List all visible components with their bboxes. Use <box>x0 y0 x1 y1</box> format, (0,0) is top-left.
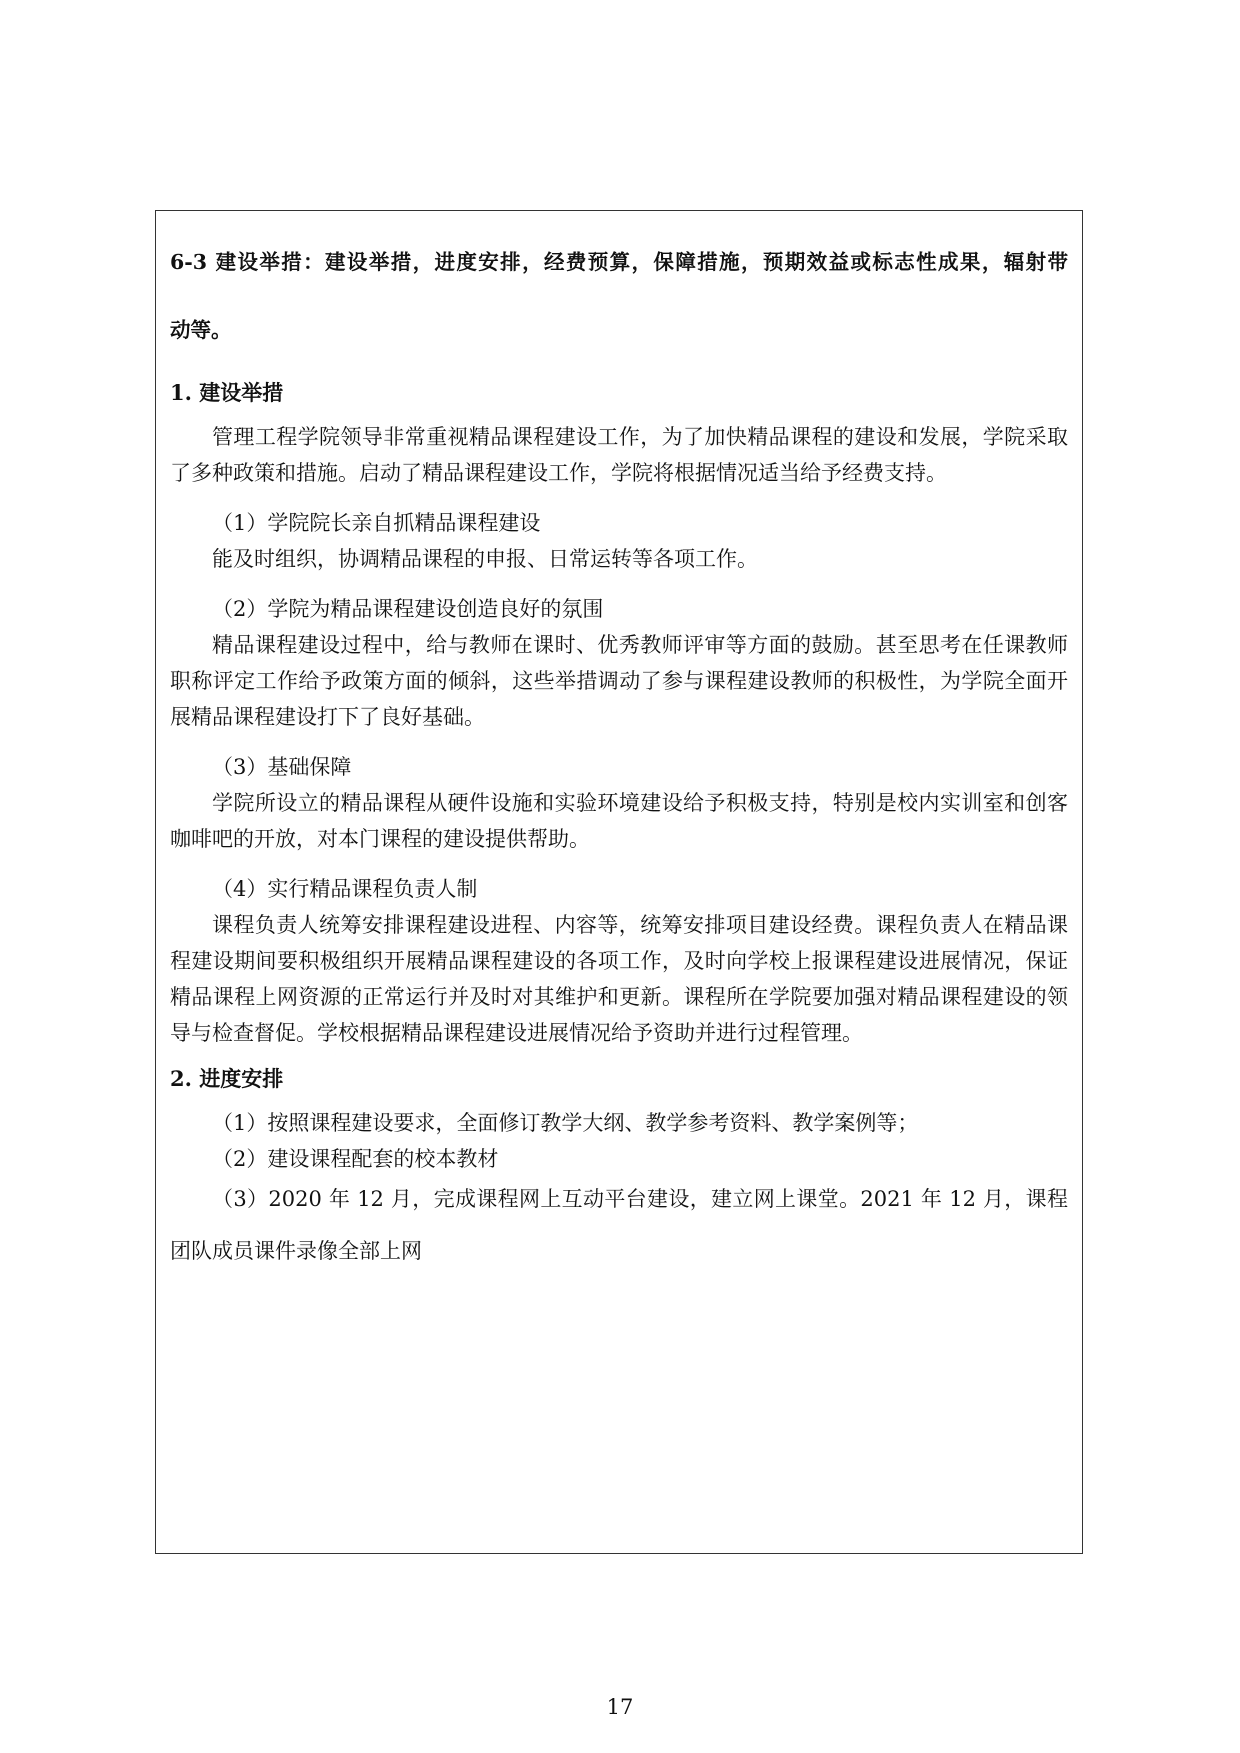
page-number: 17 <box>606 1695 634 1719</box>
section-title-schedule: 2. 进度安排 <box>170 1066 284 1091</box>
section-title-measures: 1. 建设举措 <box>170 380 284 405</box>
measure-4-body: 课程负责人统筹安排课程建设进程、内容等，统筹安排项目建设经费。课程负责人在精品课程建设期间要积极组织开展精品课程建设的各项工作，及时向学校上报课程建设进展情况，保证精品课程上网资源的正常运行并及时对其维护和更新。课程所在学院要加强对精品课程建设的领导与检查督促。学校根据精品课程建设进展情况给予资助并进行过程管理。 <box>170 913 1068 1045</box>
document-body <box>170 227 1068 1277</box>
measure-1-body: 能及时组织，协调精品课程的申报、日常运转等各项工作。 <box>212 547 758 571</box>
schedule-item-3: （3）2020 年 12 月，完成课程网上互动平台建设，建立网上课堂。2021 年 12 月，课程团队成员课件录像全部上网 <box>170 1187 1068 1263</box>
measure-3-body: 学院所设立的精品课程从硬件设施和实验环境建设给予积极支持，特别是校内实训室和创客咖啡吧的开放，对本门课程的建设提供帮助。 <box>170 791 1068 851</box>
header-line-2: 动等。 <box>170 318 232 342</box>
content-frame <box>155 210 1083 1554</box>
schedule-item-1: （1）按照课程建设要求，全面修订教学大纲、教学参考资料、教学案例等； <box>212 1111 919 1135</box>
schedule-item-2: （2）建设课程配套的校本教材 <box>212 1147 499 1171</box>
header-line-1: 6-3 建设举措：建设举措，进度安排，经费预算，保障措施，预期效益或标志性成果，辐射带 <box>170 250 1068 274</box>
section-intro: 管理工程学院领导非常重视精品课程建设工作，为了加快精品课程的建设和发展，学院采取了多种政策和措施。启动了精品课程建设工作，学院将根据情况适当给予经费支持。 <box>170 425 1068 485</box>
measure-2-heading: （2）学院为精品课程建设创造良好的氛围 <box>212 597 604 621</box>
measure-2-body: 精品课程建设过程中，给与教师在课时、优秀教师评审等方面的鼓励。甚至思考在任课教师职称评定工作给予政策方面的倾斜，这些举措调动了参与课程建设教师的积极性，为学院全面开展精品课程建设打下了良好基础。 <box>170 633 1068 729</box>
measure-4-heading: （4）实行精品课程负责人制 <box>212 877 478 901</box>
measure-3-heading: （3）基础保障 <box>212 755 352 779</box>
measure-1-heading: （1）学院院长亲自抓精品课程建设 <box>212 511 541 535</box>
